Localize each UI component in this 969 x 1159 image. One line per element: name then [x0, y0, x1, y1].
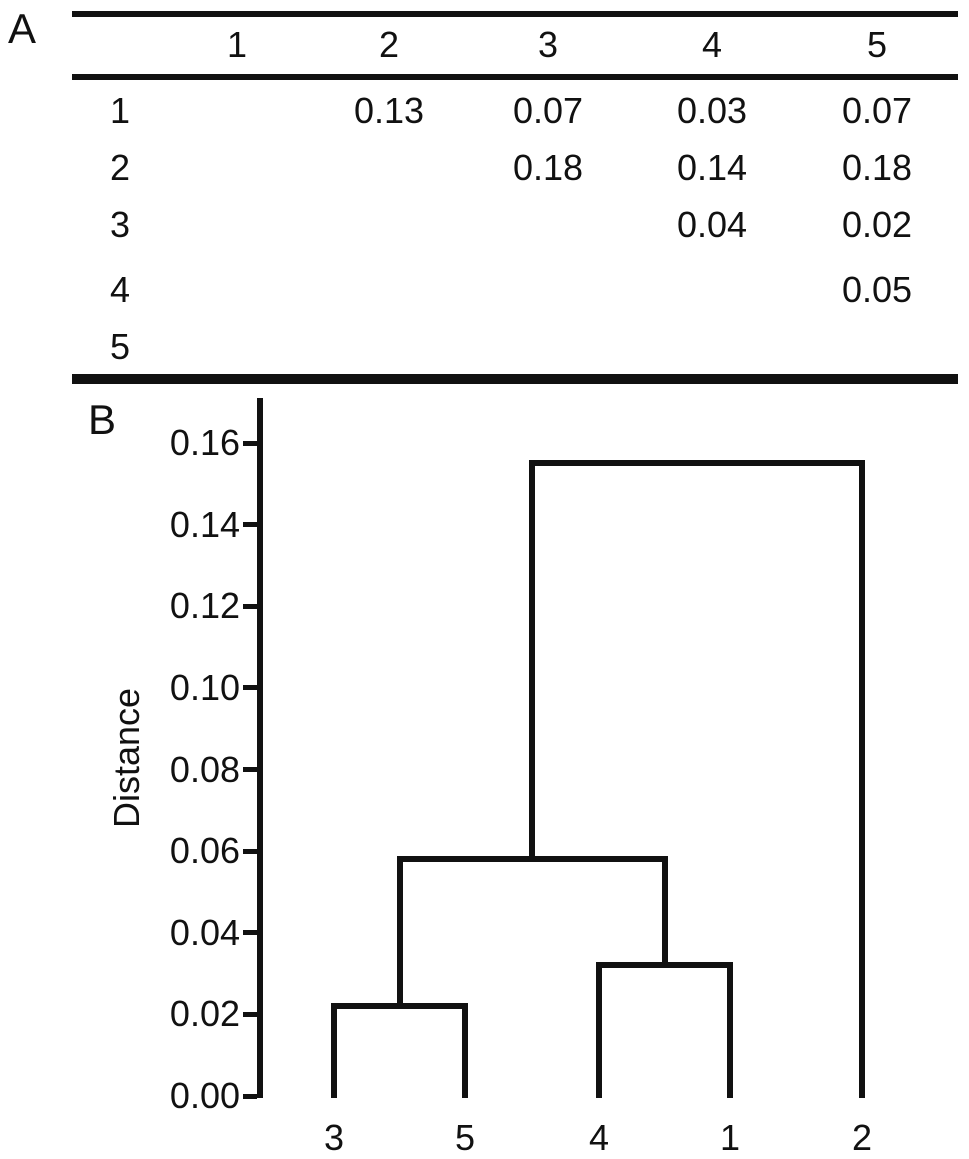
matrix-row-label: 3	[109, 204, 131, 245]
dendrogram-branch	[859, 460, 865, 1098]
y-axis-tick	[243, 1094, 257, 1099]
y-axis-tick	[243, 522, 257, 527]
leaf-label: 1	[719, 1117, 741, 1158]
y-axis-tick-label: 0.08	[169, 748, 240, 790]
panel-b-label: B	[88, 396, 117, 443]
y-axis-tick-label: 0.06	[169, 830, 240, 872]
table-rule-header	[72, 74, 958, 80]
y-axis-tick	[243, 849, 257, 854]
matrix-row-label: 5	[109, 326, 131, 367]
dendrogram-branch	[662, 856, 668, 968]
y-axis-tick-label: 0.10	[169, 666, 240, 708]
matrix-cell: 0.04	[676, 204, 748, 245]
matrix-col-header: 5	[866, 24, 888, 65]
y-axis-tick-label: 0.00	[169, 1075, 240, 1116]
matrix-row-label: 1	[109, 90, 131, 131]
matrix-cell: 0.07	[512, 90, 584, 131]
table-rule-bottom	[72, 374, 958, 384]
table-rule-top	[72, 11, 958, 17]
leaf-label: 3	[323, 1117, 345, 1158]
matrix-cell: 0.13	[353, 90, 425, 131]
y-axis-title: Distance	[106, 687, 147, 829]
y-axis-tick	[243, 685, 257, 690]
matrix-row-label: 2	[109, 147, 131, 188]
y-axis-tick-label: 0.14	[169, 503, 240, 545]
matrix-row-label: 4	[109, 269, 131, 310]
matrix-cell: 0.03	[676, 90, 748, 131]
dendrogram-branch	[529, 460, 535, 862]
matrix-col-header: 1	[226, 24, 248, 65]
y-axis-line	[257, 398, 263, 1098]
y-axis-tick-label: 0.16	[169, 422, 240, 464]
dendrogram-branch	[529, 460, 865, 466]
dendrogram-branch	[462, 1003, 468, 1098]
matrix-cell: 0.02	[841, 204, 913, 245]
dendrogram-branch	[331, 1003, 337, 1098]
leaf-label: 4	[588, 1117, 610, 1158]
matrix-col-header: 4	[701, 24, 723, 65]
y-axis-tick	[243, 930, 257, 935]
matrix-cell: 0.05	[841, 269, 913, 310]
y-axis-tick-label: 0.04	[169, 911, 240, 953]
y-axis-tick	[243, 767, 257, 772]
matrix-cell: 0.18	[841, 147, 913, 188]
matrix-col-header: 3	[537, 24, 559, 65]
matrix-cell: 0.14	[676, 147, 748, 188]
matrix-col-header: 2	[378, 24, 400, 65]
matrix-cell: 0.18	[512, 147, 584, 188]
leaf-label: 5	[454, 1117, 476, 1158]
y-axis-tick	[243, 441, 257, 446]
y-axis-tick	[243, 1012, 257, 1017]
y-axis-tick-label: 0.02	[169, 993, 240, 1035]
panel-a-label: A	[8, 5, 37, 52]
dendrogram-branch	[596, 962, 602, 1098]
matrix-cell: 0.07	[841, 90, 913, 131]
leaf-label: 2	[851, 1117, 873, 1158]
y-axis-tick-label: 0.12	[169, 585, 240, 627]
dendrogram-branch	[727, 962, 733, 1098]
dendrogram-branch	[397, 856, 403, 1009]
y-axis-tick	[243, 604, 257, 609]
